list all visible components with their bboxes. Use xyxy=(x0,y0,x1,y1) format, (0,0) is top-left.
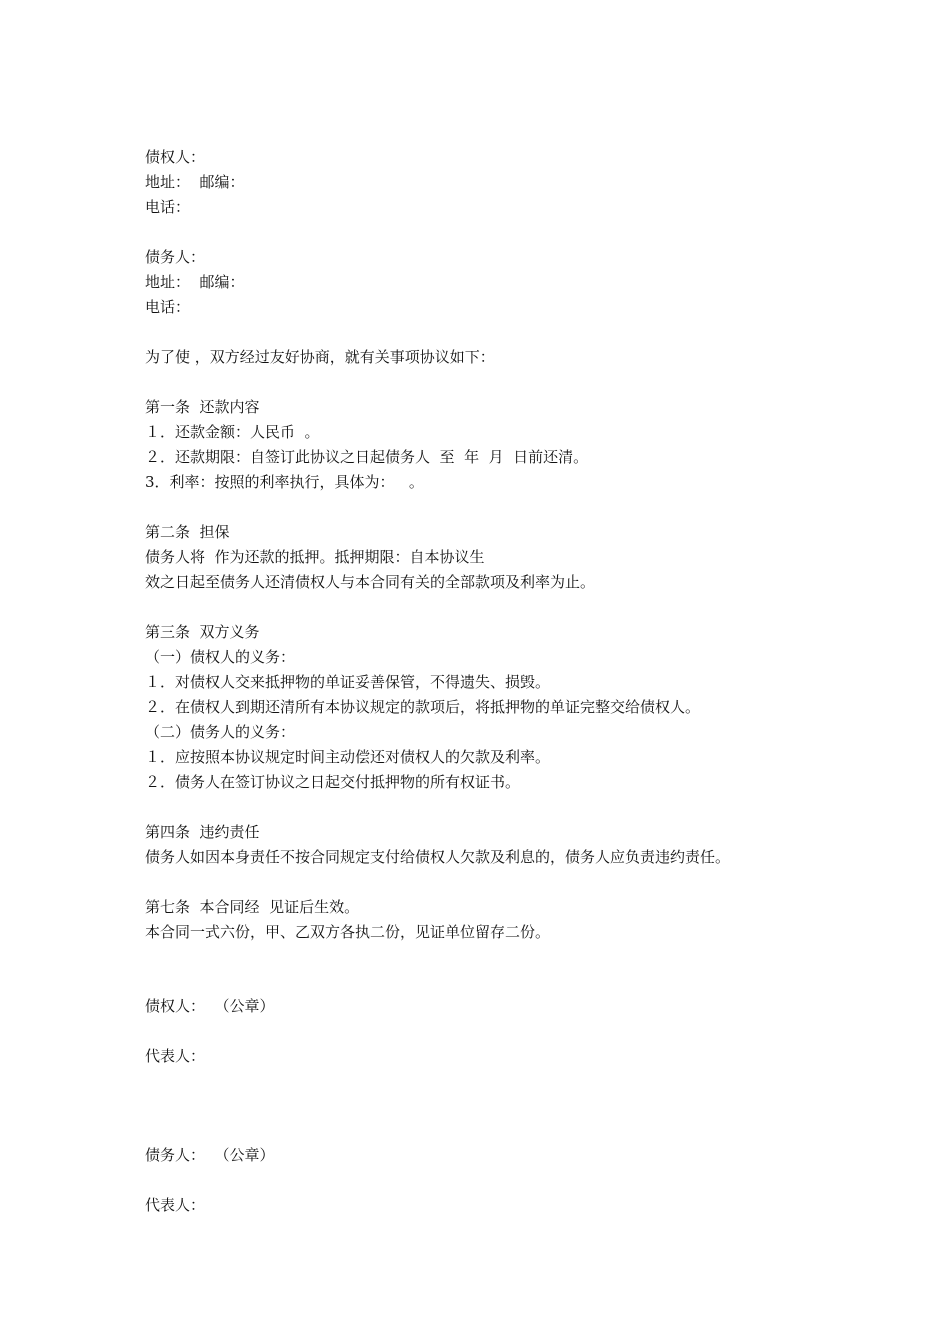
article-7 xyxy=(145,895,865,945)
debtor-phone-line: 电话： xyxy=(145,298,191,316)
article-1 xyxy=(145,395,865,495)
creditor-duty-item: １．对债权人交来抵押物的单证妥善保管，不得遗失、损毁。 xyxy=(145,673,551,691)
article-2-title: 第二条 担保 xyxy=(145,523,230,541)
debtor-duties-heading: （二）债务人的义务： xyxy=(145,723,296,741)
creditor-duties-heading: （一）债权人的义务： xyxy=(145,648,296,666)
creditor-representative: 代表人： xyxy=(145,1047,206,1065)
article-2 xyxy=(145,520,865,595)
article-1-item: ２．还款期限：自签订此协议之日起债务人 至 年 月 日前还清。 xyxy=(145,448,589,466)
article-4 xyxy=(145,820,865,870)
article-7-title: 第七条 本合同经 见证后生效。 xyxy=(145,898,360,916)
debtor-address-line: 地址： 邮编： xyxy=(145,273,245,291)
debtor-info xyxy=(145,245,865,320)
creditor-signature: 债权人： （公章） xyxy=(145,997,275,1015)
article-4-text: 债务人如因本身责任不按合同规定支付给债权人欠款及利息的，债务人应负责违约责任。 xyxy=(145,848,731,866)
creditor-address-line: 地址： 邮编： xyxy=(145,173,245,191)
article-1-title: 第一条 还款内容 xyxy=(145,398,260,416)
article-1-item: １．还款金额：人民币 。 xyxy=(145,423,320,441)
creditor-name-line: 债权人： xyxy=(145,148,206,166)
article-7-text: 本合同一式六份，甲、乙双方各执二份，见证单位留存二份。 xyxy=(145,923,551,941)
creditor-info xyxy=(145,145,865,220)
creditor-phone-line: 电话： xyxy=(145,198,191,216)
signature-section xyxy=(145,994,865,1218)
debtor-signature: 债务人： （公章） xyxy=(145,1146,275,1164)
article-2-text: 效之日起至债务人还清债权人与本合同有关的全部款项及利率为止。 xyxy=(145,573,596,591)
creditor-duty-item: ２．在债权人到期还清所有本协议规定的款项后，将抵押物的单证完整交给债权人。 xyxy=(145,698,701,716)
article-2-text: 债务人将 作为还款的抵押。抵押期限：自本协议生 xyxy=(145,548,485,566)
debtor-representative: 代表人： xyxy=(145,1196,206,1214)
debtor-duty-item: １．应按照本协议规定时间主动偿还对债权人的欠款及利率。 xyxy=(145,748,551,766)
debtor-duty-item: ２．债务人在签订协议之日起交付抵押物的所有权证书。 xyxy=(145,773,521,791)
debtor-name-line: 债务人： xyxy=(145,248,206,266)
intro-paragraph: 为了使 ，双方经过友好协商，就有关事项协议如下： xyxy=(145,348,495,366)
contract-body xyxy=(145,145,865,1218)
article-3 xyxy=(145,620,865,795)
article-3-title: 第三条 双方义务 xyxy=(145,623,260,641)
article-4-title: 第四条 违约责任 xyxy=(145,823,260,841)
article-1-item: 3．利率：按照的利率执行，具体为： 。 xyxy=(145,473,424,491)
